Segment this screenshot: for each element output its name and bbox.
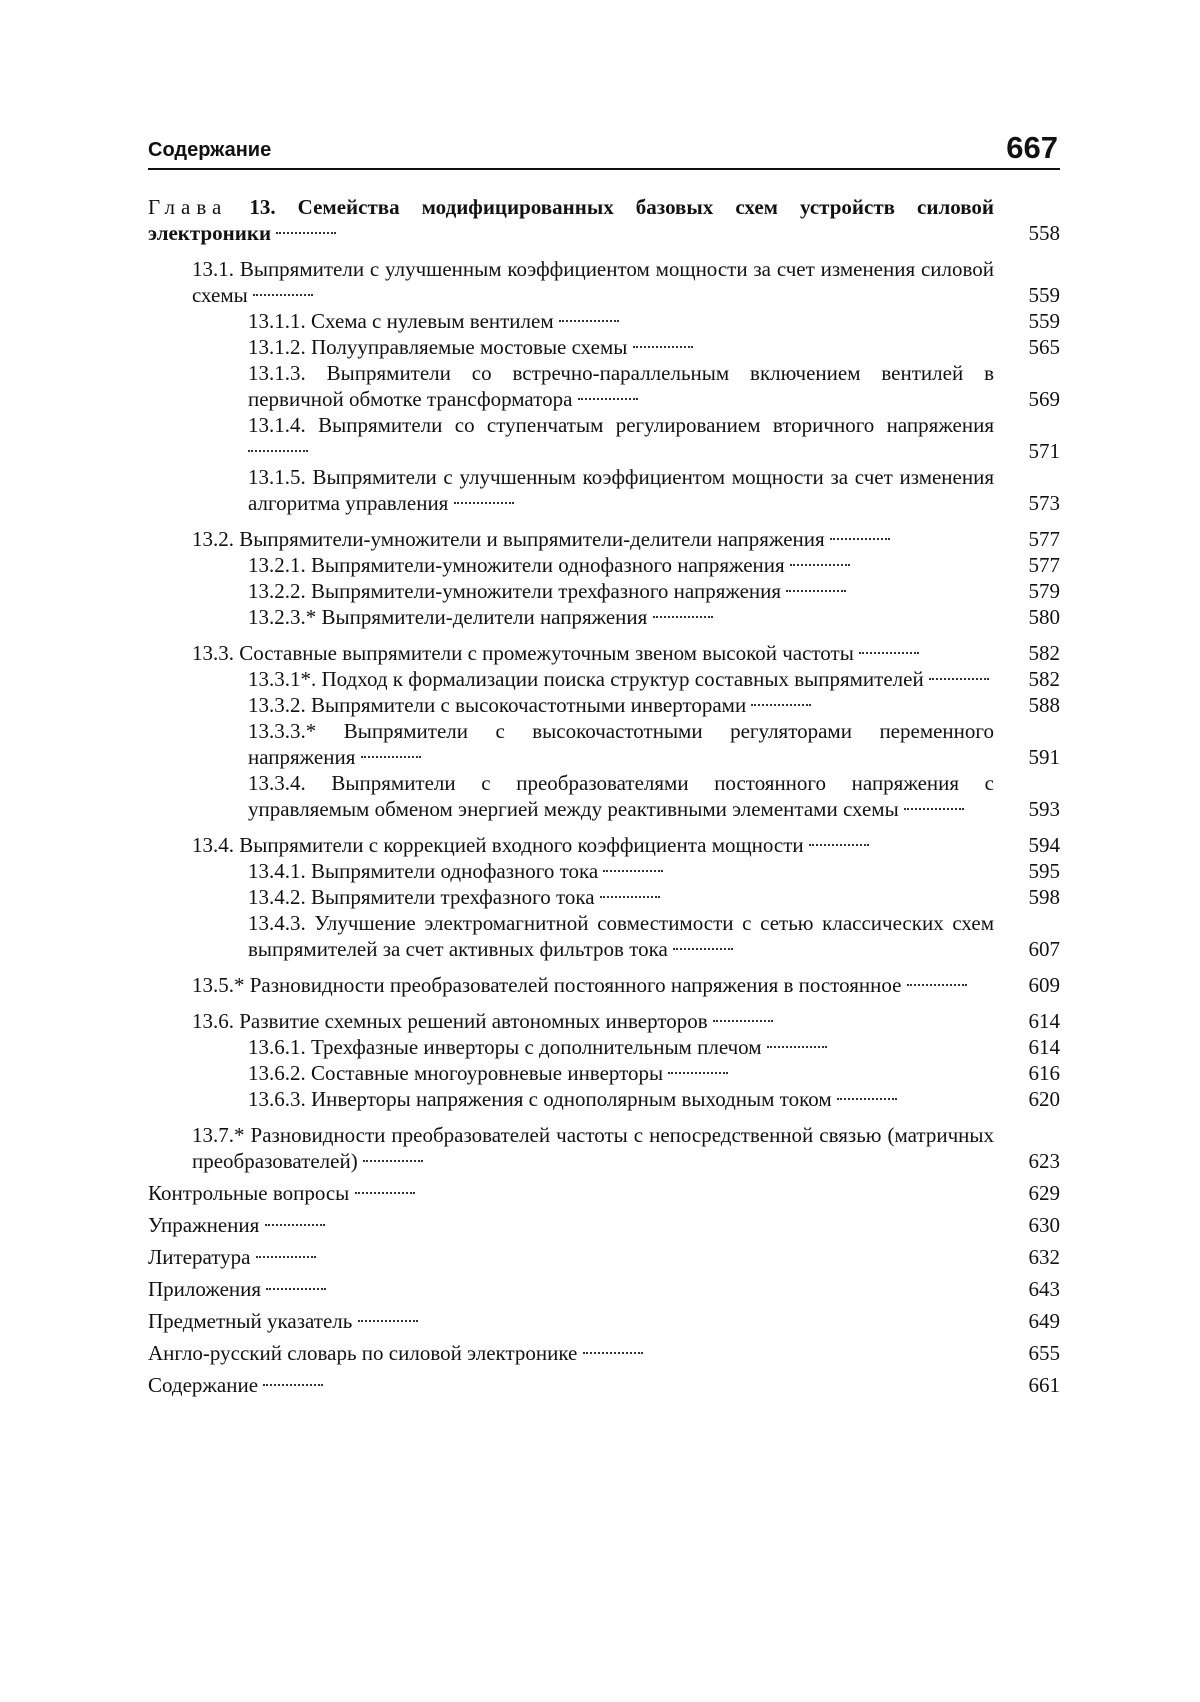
toc-entry[interactable]	[192, 640, 1060, 666]
leader-dots	[929, 678, 989, 680]
toc-entry[interactable]	[148, 1340, 1060, 1366]
leader-dots	[248, 450, 308, 452]
entry-page: 620	[1028, 1087, 1060, 1111]
toc-backmatter	[148, 1180, 1060, 1398]
leader-dots	[355, 1192, 415, 1194]
entry-page: 594	[1028, 833, 1060, 857]
toc-entry[interactable]	[148, 1308, 1060, 1334]
leader-dots	[907, 984, 967, 986]
toc-entry[interactable]	[248, 910, 1060, 962]
toc-entry[interactable]	[248, 858, 1060, 884]
entry-page: 632	[1028, 1245, 1060, 1269]
entry-title: Содержание	[148, 1373, 259, 1397]
entry-title: Контрольные вопросы	[148, 1181, 350, 1205]
entry-page: 565	[1028, 335, 1060, 359]
header-title: Содержание	[148, 139, 272, 161]
entry-title: Инверторы напряжения с однополярным выходным током	[311, 1087, 832, 1111]
chapter-title: Семейства модифицированных базовых схем устройств силовой электроники	[148, 195, 995, 245]
leader-dots	[751, 704, 811, 706]
toc-entries	[148, 256, 1060, 1174]
leader-dots	[276, 232, 336, 234]
entry-title: Выпрямители со ступенчатым регулированием вторичного напряжения	[318, 413, 995, 437]
entry-title: Выпрямители-умножители трехфазного напряжения	[311, 579, 782, 603]
toc-entry[interactable]	[248, 412, 1060, 464]
entry-number: 13.3.1*.	[248, 667, 317, 691]
entry-number: 13.6.3.	[248, 1087, 306, 1111]
leader-dots	[790, 564, 850, 566]
leader-dots	[578, 398, 638, 400]
entry-title: Схема с нулевым вентилем	[311, 309, 554, 333]
entry-title: Выпрямители с улучшенным коэффициентом мощности за счет изменения силовой схемы	[192, 257, 995, 307]
leader-dots	[454, 502, 514, 504]
chapter-number: 13.	[249, 195, 276, 219]
entry-title: Упражнения	[148, 1213, 260, 1237]
leader-dots	[668, 1072, 728, 1074]
toc-entry[interactable]	[192, 256, 1060, 308]
leader-dots	[583, 1352, 643, 1354]
entry-title: Подход к формализации поиска структур составных выпрямителей	[321, 667, 924, 691]
entry-title: Предметный указатель	[148, 1309, 353, 1333]
entry-number: 13.1.	[192, 257, 234, 281]
entry-number: 13.1.1.	[248, 309, 306, 333]
entry-page: 573	[1028, 491, 1060, 515]
toc-entry[interactable]	[248, 770, 1060, 822]
entry-number: 13.1.4.	[248, 413, 306, 437]
toc-entry[interactable]	[248, 1034, 1060, 1060]
entry-title: Выпрямители-умножители однофазного напряжения	[311, 553, 785, 577]
entry-page: 623	[1028, 1149, 1060, 1173]
entry-number: 13.4.	[192, 833, 234, 857]
entry-number: 13.3.4.	[248, 771, 306, 795]
entry-title: Выпрямители-делители напряжения	[321, 605, 648, 629]
table-of-contents	[148, 194, 1060, 1398]
entry-page: 593	[1028, 797, 1060, 821]
entry-title: Составные выпрямители с промежуточным звеном высокой частоты	[239, 641, 854, 665]
entry-number: 13.3.	[192, 641, 234, 665]
leader-dots	[859, 652, 919, 654]
entry-title: Выпрямители с преобразователями постоянного напряжения с управляемым обменом энергией между реактивными элементами схемы	[248, 771, 994, 821]
entry-title: Выпрямители с улучшенным коэффициентом мощности за счет изменения алгоритма управления	[248, 465, 995, 515]
entry-number: 13.6.1.	[248, 1035, 306, 1059]
leader-dots	[253, 294, 313, 296]
leader-dots	[837, 1098, 897, 1100]
entry-page: 643	[1028, 1277, 1060, 1301]
leader-dots	[904, 808, 964, 810]
toc-entry[interactable]	[148, 1276, 1060, 1302]
leader-dots	[830, 538, 890, 540]
toc-entry[interactable]	[192, 832, 1060, 858]
entry-number: 13.1.5.	[248, 465, 306, 489]
leader-dots	[265, 1224, 325, 1226]
leader-dots	[673, 948, 733, 950]
entry-page: 579	[1028, 579, 1060, 603]
toc-entry[interactable]	[248, 692, 1060, 718]
toc-entry[interactable]	[248, 1086, 1060, 1112]
entry-page: 616	[1028, 1061, 1060, 1085]
entry-number: 13.4.1.	[248, 859, 306, 883]
entry-page: 598	[1028, 885, 1060, 909]
entry-title: Литература	[148, 1245, 251, 1269]
leader-dots	[653, 616, 713, 618]
leader-dots	[559, 320, 619, 322]
entry-page: 559	[1028, 283, 1060, 307]
entry-page: 614	[1028, 1035, 1060, 1059]
toc-entry[interactable]	[248, 718, 1060, 770]
toc-entry[interactable]	[248, 360, 1060, 412]
page-number: 667	[1006, 130, 1058, 165]
toc-entry[interactable]	[248, 334, 1060, 360]
entry-title: Разновидности преобразователей частоты с непосредственной связью (матричных преобразователей)	[192, 1123, 995, 1173]
leader-dots	[767, 1046, 827, 1048]
entry-page: 582	[1028, 667, 1060, 691]
entry-page: 559	[1028, 309, 1060, 333]
entry-page: 582	[1028, 641, 1060, 665]
entry-page: 571	[1028, 439, 1060, 463]
entry-number: 13.2.2.	[248, 579, 306, 603]
entry-number: 13.4.3.	[248, 911, 306, 935]
entry-title: Выпрямители однофазного тока	[311, 859, 599, 883]
entry-title: Выпрямители-умножители и выпрямители-делители напряжения	[239, 527, 825, 551]
entry-title: Полууправляемые мостовые схемы	[311, 335, 628, 359]
entry-title: Выпрямители с высокочастотными регуляторами переменного напряжения	[248, 719, 994, 769]
leader-dots	[263, 1384, 323, 1386]
entry-number: 13.1.3.	[248, 361, 306, 385]
entry-number: 13.6.2.	[248, 1061, 306, 1085]
entry-number: 13.3.3.*	[248, 719, 317, 743]
leader-dots	[603, 870, 663, 872]
entry-title: Выпрямители с высокочастотными инверторами	[311, 693, 747, 717]
entry-title: Развитие схемных решений автономных инверторов	[239, 1009, 708, 1033]
toc-entry[interactable]	[192, 1122, 1060, 1174]
leader-dots	[256, 1256, 316, 1258]
leader-dots	[786, 590, 846, 592]
entry-title: Составные многоуровневые инверторы	[311, 1061, 664, 1085]
running-header	[148, 128, 1060, 170]
entry-number: 13.4.2.	[248, 885, 306, 909]
entry-number: 13.2.1.	[248, 553, 306, 577]
entry-page: 569	[1028, 387, 1060, 411]
entry-number: 13.2.3.*	[248, 605, 317, 629]
entry-page: 630	[1028, 1213, 1060, 1237]
entry-page: 577	[1028, 553, 1060, 577]
toc-entry[interactable]	[248, 666, 1060, 692]
entry-title: Выпрямители трехфазного тока	[311, 885, 595, 909]
toc-entry[interactable]	[248, 578, 1060, 604]
leader-dots	[361, 756, 421, 758]
entry-title: Разновидности преобразователей постоянного напряжения в постоянное	[249, 973, 902, 997]
entry-number: 13.3.2.	[248, 693, 306, 717]
entry-page: 609	[1028, 973, 1060, 997]
entry-title: Выпрямители с коррекцией входного коэффициента мощности	[239, 833, 804, 857]
toc-entry[interactable]	[248, 604, 1060, 630]
entry-number: 13.1.2.	[248, 335, 306, 359]
entry-page: 649	[1028, 1309, 1060, 1333]
entry-page: 629	[1028, 1181, 1060, 1205]
entry-page: 577	[1028, 527, 1060, 551]
leader-dots	[363, 1160, 423, 1162]
entry-page: 588	[1028, 693, 1060, 717]
entry-page: 661	[1028, 1373, 1060, 1397]
leader-dots	[358, 1320, 418, 1322]
entry-title: Выпрямители со встречно-параллельным включением вентилей в первичной обмотке трансформатора	[248, 361, 994, 411]
entry-number: 13.7.*	[192, 1123, 245, 1147]
toc-entry[interactable]	[192, 972, 1060, 998]
toc-entry[interactable]	[192, 526, 1060, 552]
toc-chapter-entry[interactable]	[148, 194, 1060, 246]
toc-entry[interactable]	[248, 464, 1060, 516]
entry-page: 558	[1028, 221, 1060, 245]
toc-entry[interactable]	[248, 1060, 1060, 1086]
leader-dots	[809, 844, 869, 846]
entry-number: 13.6.	[192, 1009, 234, 1033]
entry-title: Приложения	[148, 1277, 262, 1301]
toc-entry[interactable]	[192, 1008, 1060, 1034]
entry-page: 607	[1028, 937, 1060, 961]
toc-entry[interactable]	[248, 308, 1060, 334]
toc-entry[interactable]	[248, 552, 1060, 578]
entry-page: 580	[1028, 605, 1060, 629]
entry-number: 13.2.	[192, 527, 234, 551]
entry-title: Англо-русский словарь по силовой электронике	[148, 1341, 578, 1365]
leader-dots	[266, 1288, 326, 1290]
leader-dots	[600, 896, 660, 898]
toc-entry[interactable]	[148, 1372, 1060, 1398]
entry-page: 595	[1028, 859, 1060, 883]
toc-entry[interactable]	[148, 1180, 1060, 1206]
chapter-label: Глава	[148, 195, 228, 219]
leader-dots	[633, 346, 693, 348]
entry-title: Трехфазные инверторы с дополнительным плечом	[311, 1035, 762, 1059]
entry-page: 614	[1028, 1009, 1060, 1033]
entry-page: 655	[1028, 1341, 1060, 1365]
leader-dots	[713, 1020, 773, 1022]
entry-title: Улучшение электромагнитной совместимости с сетью классических схем выпрямителей за счет активных фильтров тока	[248, 911, 994, 961]
toc-entry[interactable]	[148, 1212, 1060, 1238]
entry-number: 13.5.*	[192, 973, 245, 997]
toc-entry[interactable]	[148, 1244, 1060, 1270]
toc-entry[interactable]	[248, 884, 1060, 910]
entry-page: 591	[1028, 745, 1060, 769]
